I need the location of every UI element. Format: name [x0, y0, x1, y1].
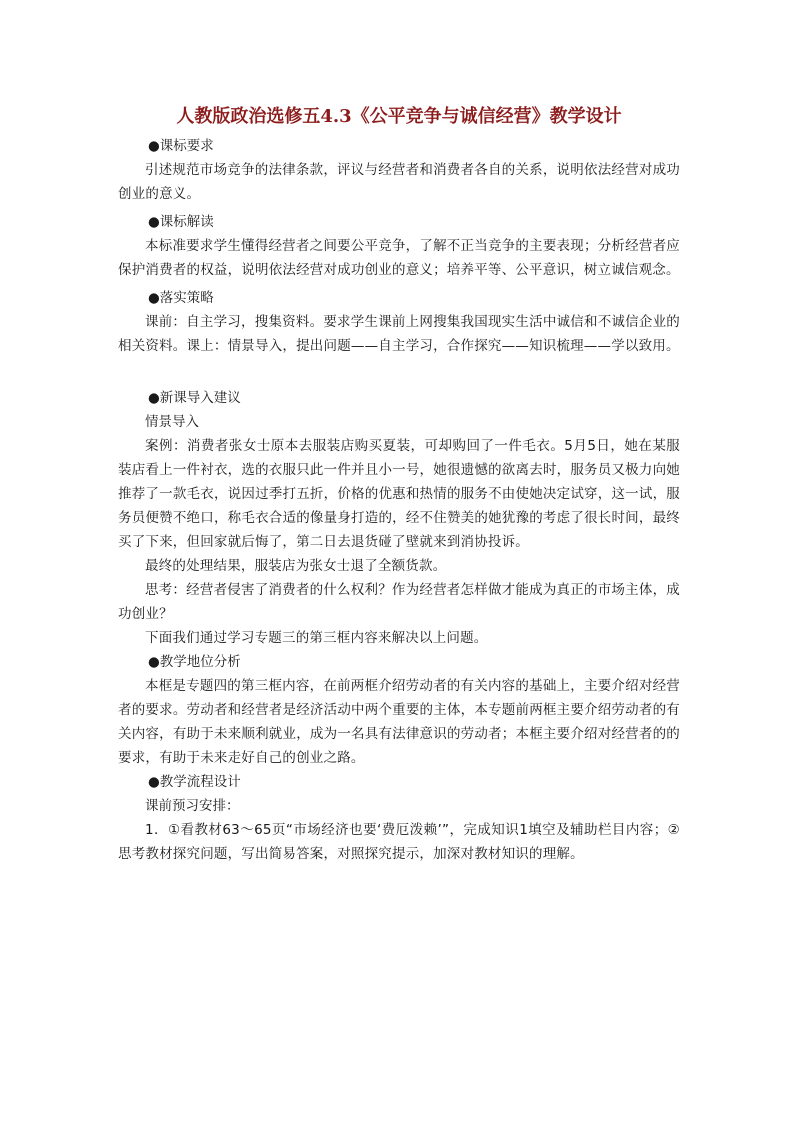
spacer	[118, 358, 680, 386]
section-heading-course-standard: ●课标要求	[148, 138, 214, 154]
subheading-preview-arrangement: 课前预习安排：	[145, 798, 240, 814]
section-heading-standard-interpretation: ●课标解读	[148, 214, 214, 230]
section-heading-teaching-process: ●教学流程设计	[148, 774, 241, 790]
paragraph-case: 案例：消费者张女士原本去服装店购买夏装，可却购回了一件毛衣。5月5日，她在某服装店看上一件衬衣，选的衣服只此一件并且小一号，她很遗憾的欲离去时，服务员又极力向她推荐了一款毛衣，说因过季打五折，价格的优惠和热情的服务不由使她决定试穿，这一试，服务员便赞不绝口，称毛衣合适的像量身打造的，经不住赞美的她犹豫的考虑了很长时间，最终买了下来，但回家就后悔了，第二日去退货碰了壁就来到消协投诉。	[118, 438, 680, 550]
subheading-scenario-intro: 情景导入	[145, 414, 199, 430]
section-heading-new-lesson-intro: ●新课导入建议	[148, 390, 241, 406]
paragraph-transition: 下面我们通过学习专题三的第三框内容来解决以上问题。	[145, 630, 488, 646]
paragraph-preview-item-1: 1．①看教材63～65页“市场经济也要‘费厄泼赖’”，完成知识1填空及辅助栏目内容；②思考教材探究问题，写出简易答案，对照探究提示，加深对教材知识的理解。	[118, 822, 680, 862]
document-title: 人教版政治选修五4.3《公平竞争与诚信经营》教学设计	[176, 106, 622, 127]
paragraph-implementation-strategy: 课前：自主学习，搜集资料。要求学生课前上网搜集我国现实生活中诚信和不诚信企业的相关资料。课上：情景导入，提出问题——自主学习，合作探究——知识梳理——学以致用。	[118, 314, 680, 354]
paragraph-result: 最终的处理结果，服装店为张女士退了全额货款。	[145, 558, 447, 574]
section-heading-teaching-position: ●教学地位分析	[148, 654, 241, 670]
paragraph-question: 思考：经营者侵害了消费者的什么权利？作为经营者怎样做才能成为真正的市场主体，成功创业？	[118, 582, 680, 622]
paragraph-standard-interpretation: 本标准要求学生懂得经营者之间要公平竞争，了解不正当竞争的主要表现；分析经营者应保护消费者的权益，说明依法经营对成功创业的意义；培养平等、公平意识，树立诚信观念。	[118, 238, 680, 278]
paragraph-teaching-position: 本框是专题四的第三框内容，在前两框介绍劳动者的有关内容的基础上，主要介绍对经营者的要求。劳动者和经营者是经济活动中两个重要的主体，本专题前两框主要介绍劳动者的有关内容，有助于未来顺利就业，成为一名具有法律意识的劳动者；本框主要介绍对经营者的的要求，有助于未来走好自己的创业之路。	[118, 678, 680, 766]
document-page	[118, 104, 680, 866]
paragraph-course-standard: 引述规范市场竞争的法律条款，评议与经营者和消费者各自的关系，说明依法经营对成功创业的意义。	[118, 162, 680, 202]
section-heading-implementation-strategy: ●落实策略	[148, 290, 214, 306]
